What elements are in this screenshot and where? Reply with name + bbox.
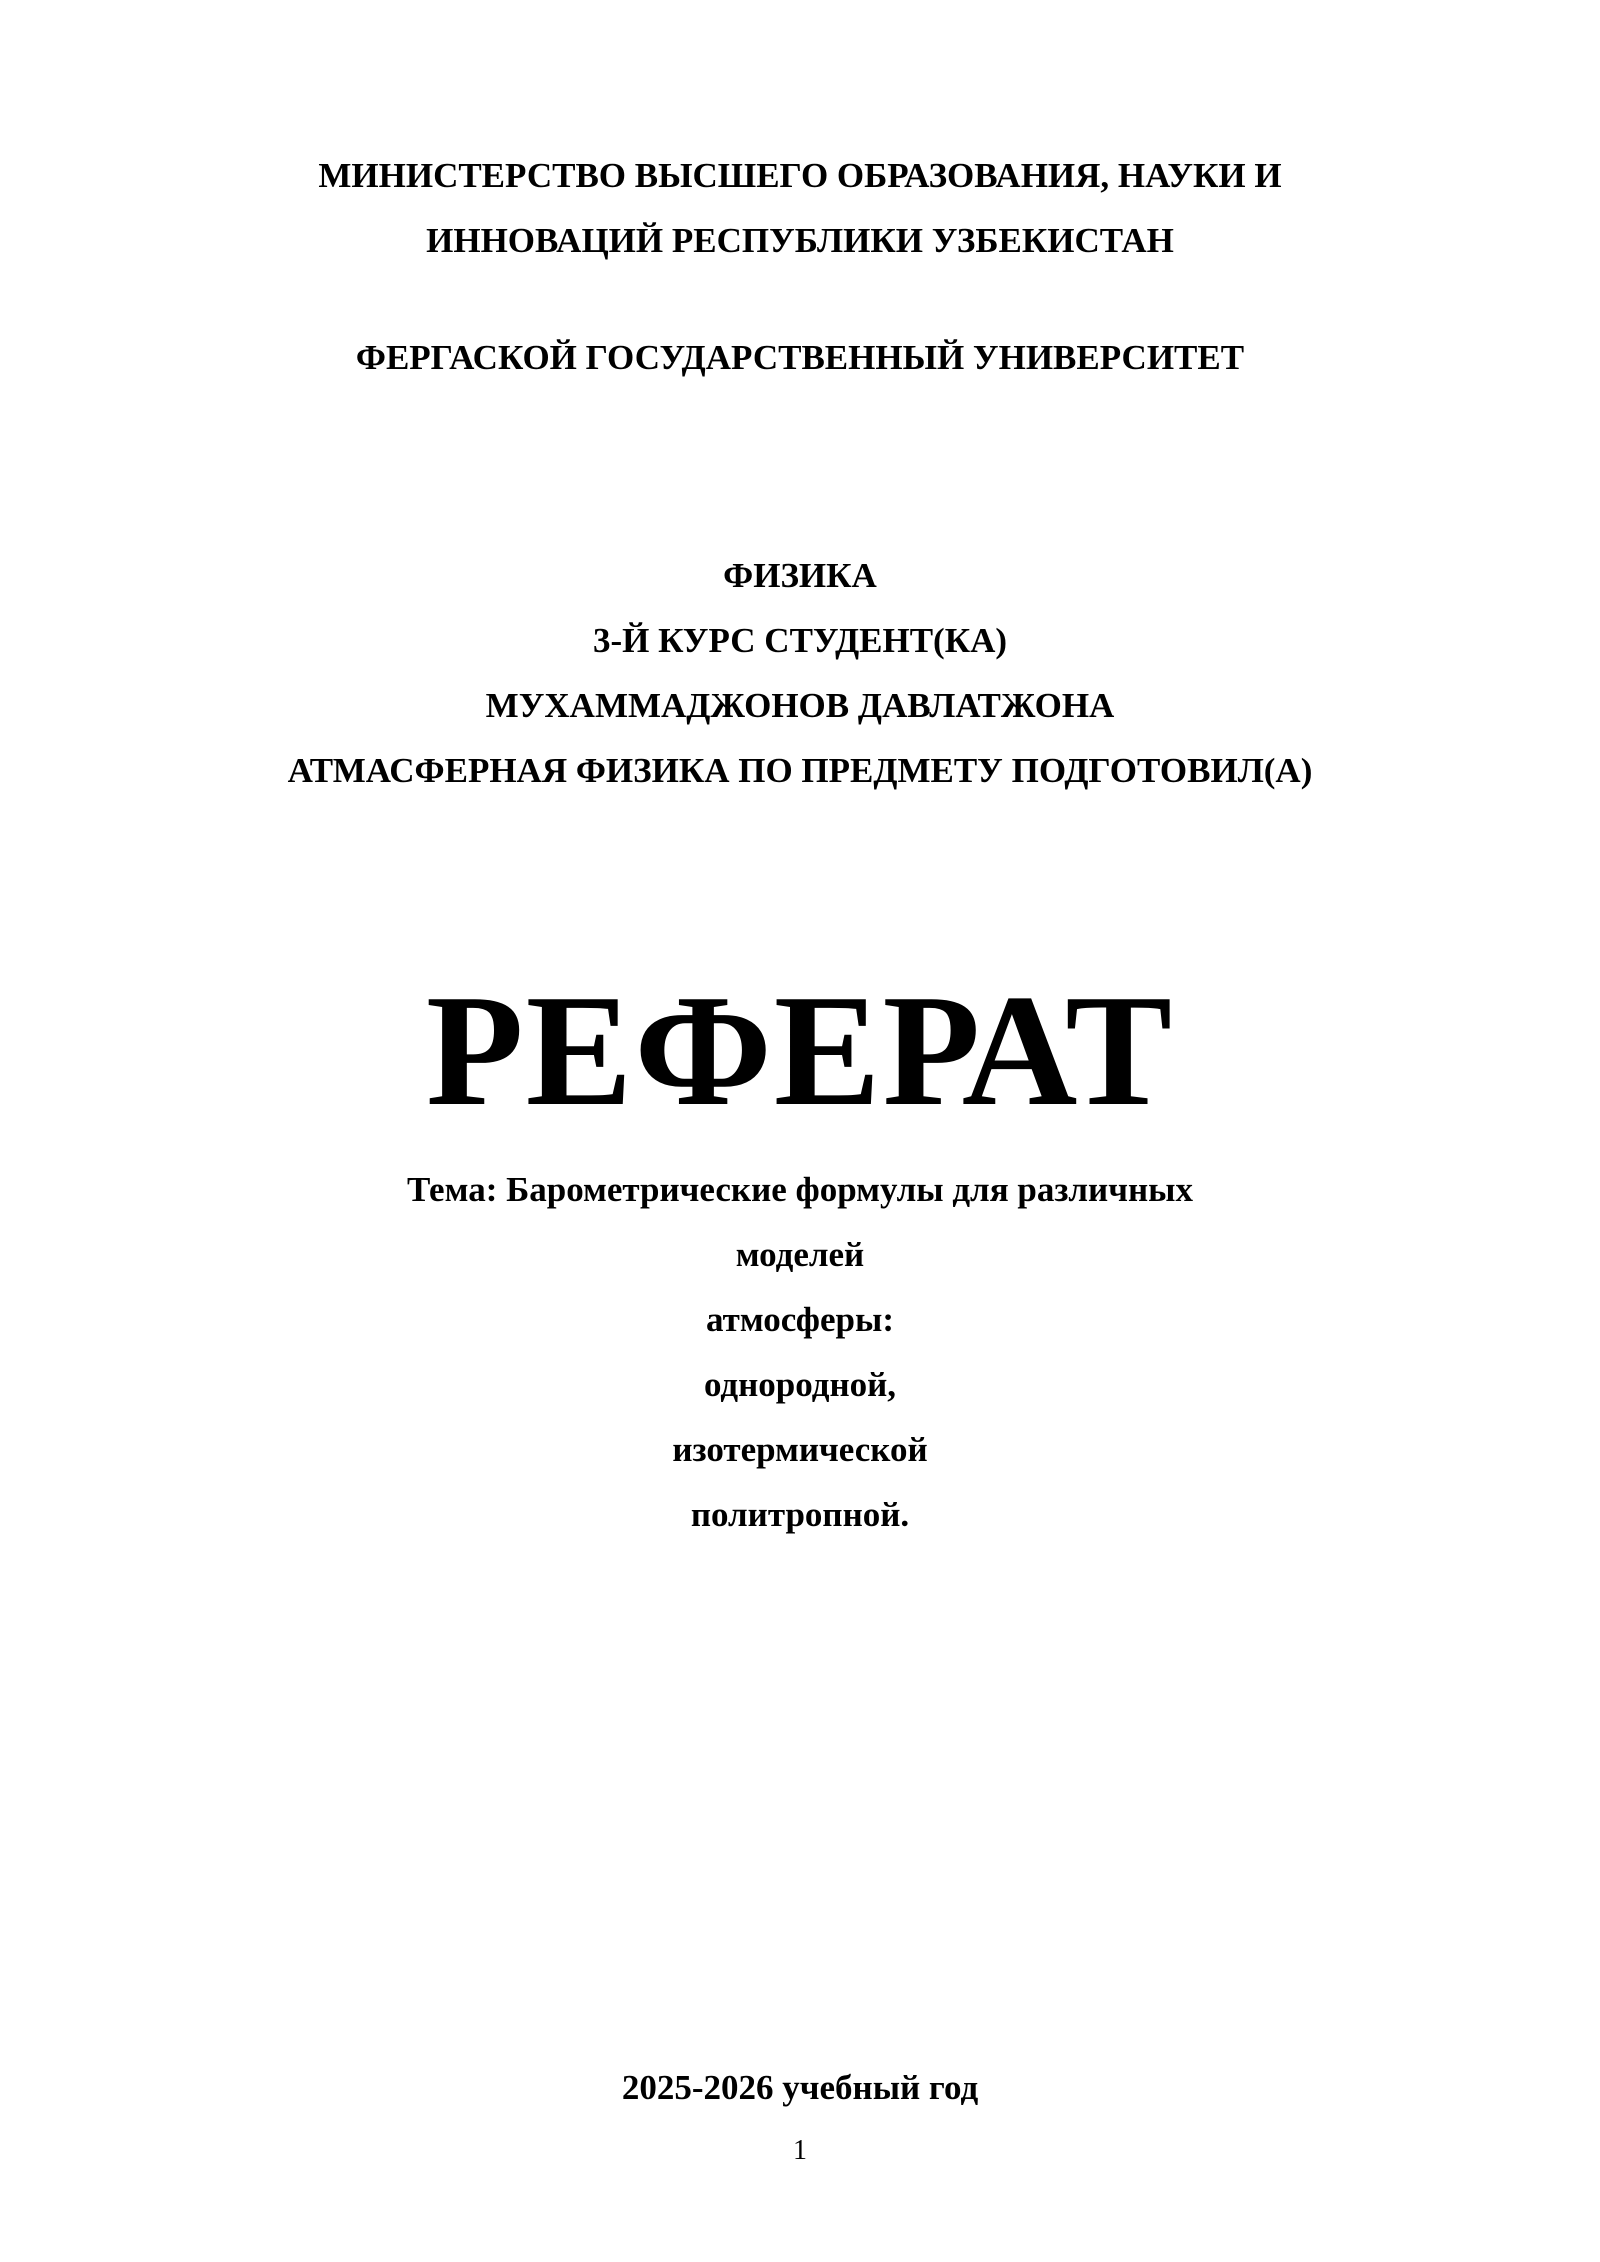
ministry-line-2: ИННОВАЦИЙ РЕСПУБЛИКИ УЗБЕКИСТАН	[426, 221, 1174, 260]
faculty-name: ФИЗИКА	[723, 556, 877, 595]
topic-line-1: Тема: Барометрические формулы для различных	[407, 1170, 1193, 1209]
topic-line-4: однородной,	[703, 1365, 897, 1404]
page-number: 1	[793, 2135, 807, 2166]
topic-line-6: политропной.	[690, 1495, 910, 1534]
subject-line: АТМАСФЕРНАЯ ФИЗИКА ПО ПРЕДМЕТУ ПОДГОТОВИЛ(А)	[287, 751, 1313, 790]
topic-line-3: атмосферы:	[706, 1300, 894, 1339]
academic-year: 2025-2026 учебный год	[621, 2068, 979, 2107]
document-title: РЕФЕРАТ	[425, 961, 1175, 1139]
topic-line-5: изотермической	[672, 1430, 928, 1469]
ministry-line-1: МИНИСТЕРСТВО ВЫСШЕГО ОБРАЗОВАНИЯ, НАУКИ И	[318, 156, 1282, 195]
university-name: ФЕРГАСКОЙ ГОСУДАРСТВЕННЫЙ УНИВЕРСИТЕТ	[355, 338, 1245, 377]
course-label: 3-Й КУРС СТУДЕНТ(КА)	[592, 621, 1008, 660]
student-name: МУХАММАДЖОНОВ ДАВЛАТЖОНА	[485, 686, 1115, 725]
topic-line-2: моделей	[735, 1235, 865, 1274]
